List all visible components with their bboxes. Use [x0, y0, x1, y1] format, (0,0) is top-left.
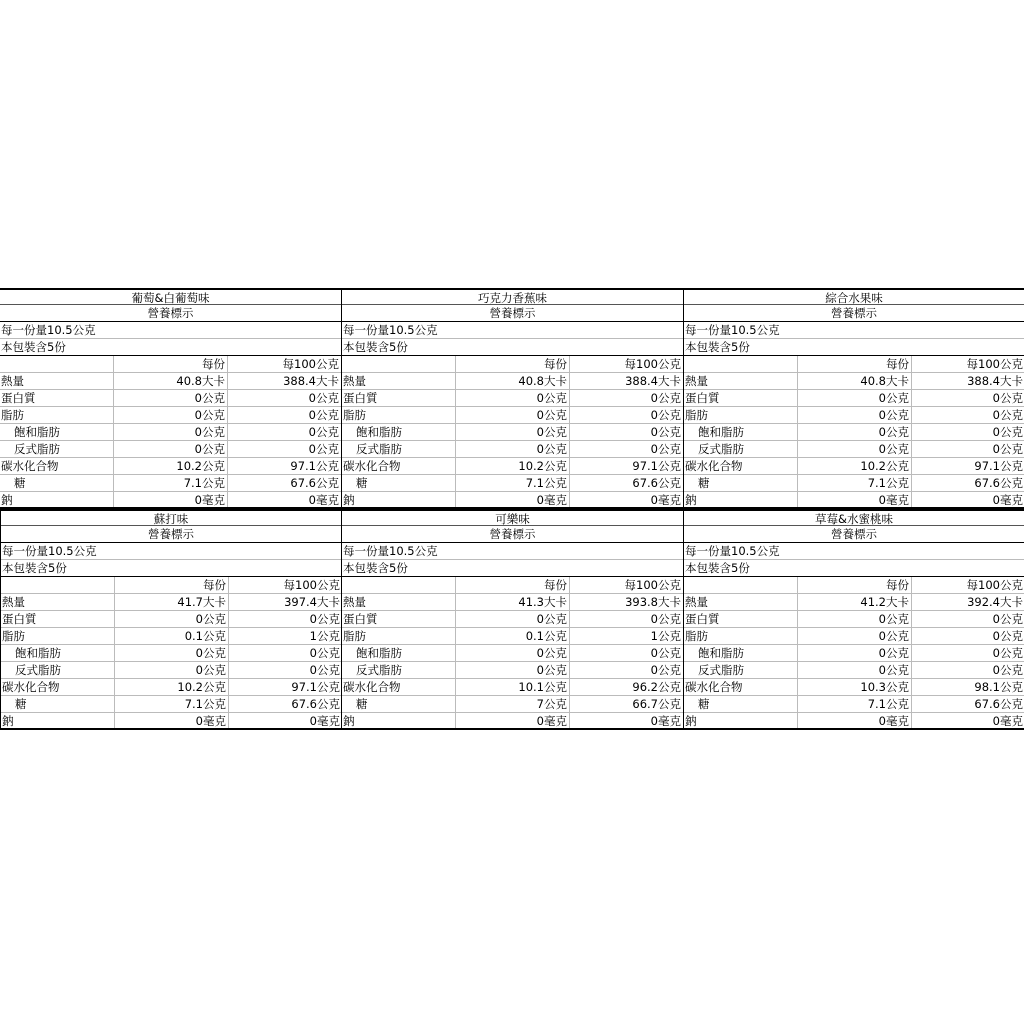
nutrient-name: 熱量 [685, 374, 708, 388]
nutrient-name: 飽和脂肪 [15, 646, 61, 660]
nutrient-name: 碳水化合物 [343, 680, 401, 694]
per-serving-value: 0公克 [455, 441, 569, 457]
per-100g-value: 97.1公克 [911, 458, 1024, 474]
nutrient-row [684, 645, 1024, 662]
nutrient-name: 蛋白質 [685, 391, 720, 405]
nutrient-row [1, 679, 341, 696]
header-per-serving: 每份 [455, 356, 569, 372]
per-serving-value: 0公克 [455, 407, 569, 423]
nutrient-name: 糖 [698, 697, 710, 711]
per-serving-value: 0公克 [797, 645, 911, 661]
nutrient-row [0, 492, 341, 509]
per-100g-value: 392.4大卡 [911, 594, 1024, 610]
per-serving-value: 0毫克 [455, 713, 569, 728]
nutrition-panel-6 [683, 509, 1024, 730]
per-serving-value: 0公克 [797, 407, 911, 423]
nutrient-name: 飽和脂肪 [14, 425, 60, 439]
per-100g-value: 1公克 [569, 628, 683, 644]
per-100g-value: 0公克 [911, 441, 1024, 457]
per-100g-value: 393.8大卡 [569, 594, 683, 610]
per-100g-value: 0公克 [569, 645, 683, 661]
per-100g-value: 397.4大卡 [228, 594, 341, 610]
serving-size: 每一份量10.5公克 [0, 322, 341, 339]
nutrient-name: 碳水化合物 [685, 680, 743, 694]
nutrient-name: 鈉 [343, 493, 355, 507]
header-per-serving: 每份 [113, 356, 227, 372]
per-serving-value: 10.2公克 [797, 458, 911, 474]
nutrient-row [342, 373, 683, 390]
nutrient-row [342, 407, 683, 424]
header-blank-cell [342, 577, 455, 593]
per-100g-value: 0公克 [569, 407, 683, 423]
nutrient-name: 熱量 [343, 595, 366, 609]
nutrient-name: 反式脂肪 [356, 663, 402, 677]
servings-per-package: 本包裝含5份 [684, 560, 1024, 577]
nutrient-row [0, 373, 341, 390]
nutrition-panel-5 [341, 509, 683, 730]
nutrient-row [342, 662, 683, 679]
nutrient-name: 熱量 [685, 595, 708, 609]
nutrient-name: 飽和脂肪 [356, 646, 402, 660]
nutrient-name: 反式脂肪 [356, 442, 402, 456]
per-100g-value: 67.6公克 [911, 475, 1024, 491]
nutrient-name: 蛋白質 [1, 391, 36, 405]
per-serving-value: 40.8大卡 [797, 373, 911, 389]
nutrient-name: 糖 [356, 476, 368, 490]
per-serving-value: 10.1公克 [455, 679, 569, 695]
per-100g-value: 67.6公克 [228, 696, 341, 712]
column-header-row [684, 577, 1024, 594]
per-100g-value: 0公克 [569, 390, 683, 406]
nutrient-name: 反式脂肪 [698, 442, 744, 456]
nutrient-row [1, 628, 341, 645]
nutrient-row [684, 441, 1024, 458]
nutrient-name: 反式脂肪 [698, 663, 744, 677]
nutrient-row [342, 492, 683, 509]
nutrient-name: 脂肪 [685, 629, 708, 643]
serving-size: 每一份量10.5公克 [684, 322, 1024, 339]
nutrient-name: 反式脂肪 [15, 663, 61, 677]
servings-per-package: 本包裝含5份 [684, 339, 1024, 356]
per-serving-value: 0.1公克 [114, 628, 228, 644]
nutrient-name: 鈉 [343, 714, 355, 728]
nutrition-label-title: 營養標示 [342, 526, 683, 543]
per-100g-value: 0公克 [569, 662, 683, 678]
nutrient-name: 鈉 [685, 493, 697, 507]
per-serving-value: 7.1公克 [114, 696, 228, 712]
per-100g-value: 388.4大卡 [911, 373, 1024, 389]
per-100g-value: 0公克 [911, 611, 1024, 627]
nutrient-row [342, 611, 683, 628]
nutrient-row [342, 679, 683, 696]
per-100g-value: 388.4大卡 [569, 373, 683, 389]
header-per-100g: 每100公克 [911, 577, 1024, 593]
column-header-row [0, 356, 341, 373]
serving-size: 每一份量10.5公克 [342, 543, 683, 560]
per-100g-value: 1公克 [228, 628, 341, 644]
nutrient-name: 飽和脂肪 [698, 646, 744, 660]
per-serving-value: 41.3大卡 [455, 594, 569, 610]
nutrient-rows [684, 373, 1024, 509]
per-100g-value: 67.6公克 [911, 696, 1024, 712]
per-serving-value: 0公克 [797, 611, 911, 627]
per-serving-value: 7.1公克 [797, 475, 911, 491]
nutrient-name: 反式脂肪 [14, 442, 60, 456]
nutrient-row [342, 645, 683, 662]
per-100g-value: 96.2公克 [569, 679, 683, 695]
per-100g-value: 98.1公克 [911, 679, 1024, 695]
nutrient-row [0, 424, 341, 441]
nutrient-name: 脂肪 [343, 629, 366, 643]
nutrition-label-title: 營養標示 [1, 526, 341, 543]
nutrient-row [342, 696, 683, 713]
nutrient-name: 糖 [14, 476, 26, 490]
nutrient-row [684, 424, 1024, 441]
nutrient-name: 蛋白質 [343, 612, 378, 626]
per-100g-value: 66.7公克 [569, 696, 683, 712]
nutrient-row [684, 594, 1024, 611]
nutrient-name: 碳水化合物 [1, 459, 59, 473]
flavor-name: 蘇打味 [1, 509, 341, 526]
per-serving-value: 0公克 [797, 628, 911, 644]
nutrient-name: 脂肪 [2, 629, 25, 643]
header-per-100g: 每100公克 [569, 577, 683, 593]
serving-size: 每一份量10.5公克 [684, 543, 1024, 560]
header-per-serving: 每份 [455, 577, 569, 593]
column-header-row [342, 577, 683, 594]
per-100g-value: 97.1公克 [569, 458, 683, 474]
nutrient-name: 熱量 [2, 595, 25, 609]
per-100g-value: 0公克 [911, 424, 1024, 440]
nutrient-name: 碳水化合物 [685, 459, 743, 473]
nutrition-panel-2 [341, 288, 683, 509]
nutrient-row [1, 611, 341, 628]
nutrient-row [342, 424, 683, 441]
nutrient-row [684, 475, 1024, 492]
nutrient-row [1, 645, 341, 662]
per-100g-value: 97.1公克 [227, 458, 341, 474]
per-100g-value: 0公克 [228, 645, 341, 661]
per-serving-value: 0公克 [455, 424, 569, 440]
per-serving-value: 0公克 [114, 611, 228, 627]
nutrient-row [342, 628, 683, 645]
nutrition-label-title: 營養標示 [684, 305, 1024, 322]
per-100g-value: 0公克 [227, 390, 341, 406]
nutrient-row [1, 594, 341, 611]
nutrient-name: 碳水化合物 [2, 680, 60, 694]
servings-per-package: 本包裝含5份 [0, 339, 341, 356]
per-serving-value: 0公克 [114, 662, 228, 678]
nutrition-panel-3 [683, 288, 1024, 509]
per-serving-value: 0毫克 [797, 713, 911, 728]
header-per-100g: 每100公克 [227, 356, 341, 372]
per-100g-value: 0毫克 [569, 713, 683, 728]
per-serving-value: 7.1公克 [113, 475, 227, 491]
per-100g-value: 0公克 [228, 611, 341, 627]
per-100g-value: 388.4大卡 [227, 373, 341, 389]
per-serving-value: 7.1公克 [455, 475, 569, 491]
per-100g-value: 0公克 [227, 441, 341, 457]
per-serving-value: 40.8大卡 [113, 373, 227, 389]
nutrient-row [342, 390, 683, 407]
header-blank-cell [342, 356, 455, 372]
nutrient-name: 熱量 [343, 374, 366, 388]
nutrient-row [684, 458, 1024, 475]
nutrient-row [1, 696, 341, 713]
nutrient-row [684, 492, 1024, 509]
nutrition-label-grid [0, 288, 1024, 730]
per-serving-value: 0公克 [455, 662, 569, 678]
column-header-row [1, 577, 341, 594]
nutrient-rows [684, 594, 1024, 730]
per-100g-value: 0公克 [911, 628, 1024, 644]
per-100g-value: 67.6公克 [569, 475, 683, 491]
per-serving-value: 0公克 [113, 390, 227, 406]
per-serving-value: 7公克 [455, 696, 569, 712]
per-100g-value: 0公克 [569, 424, 683, 440]
nutrient-row [684, 611, 1024, 628]
per-serving-value: 0公克 [113, 424, 227, 440]
header-blank-cell [684, 577, 797, 593]
nutrient-row [342, 458, 683, 475]
nutrient-name: 糖 [15, 697, 27, 711]
serving-size: 每一份量10.5公克 [342, 322, 683, 339]
per-serving-value: 7.1公克 [797, 696, 911, 712]
nutrient-name: 蛋白質 [343, 391, 378, 405]
per-serving-value: 10.2公克 [113, 458, 227, 474]
nutrient-row [0, 475, 341, 492]
serving-size: 每一份量10.5公克 [1, 543, 341, 560]
per-serving-value: 0毫克 [797, 492, 911, 507]
nutrient-row [342, 713, 683, 730]
nutrient-name: 飽和脂肪 [356, 425, 402, 439]
header-per-serving: 每份 [797, 356, 911, 372]
nutrient-name: 飽和脂肪 [698, 425, 744, 439]
nutrient-row [684, 679, 1024, 696]
nutrient-name: 脂肪 [1, 408, 24, 422]
nutrient-row [684, 373, 1024, 390]
nutrient-row [1, 713, 341, 730]
per-100g-value: 0毫克 [228, 713, 341, 728]
nutrient-row [342, 441, 683, 458]
nutrient-name: 鈉 [1, 493, 13, 507]
per-serving-value: 0公克 [113, 441, 227, 457]
flavor-name: 巧克力香蕉味 [342, 288, 683, 305]
per-100g-value: 67.6公克 [227, 475, 341, 491]
servings-per-package: 本包裝含5份 [342, 339, 683, 356]
nutrition-label-title: 營養標示 [0, 305, 341, 322]
nutrient-name: 蛋白質 [685, 612, 720, 626]
nutrient-row [684, 390, 1024, 407]
nutrient-row [0, 407, 341, 424]
header-per-serving: 每份 [797, 577, 911, 593]
per-serving-value: 40.8大卡 [455, 373, 569, 389]
per-serving-value: 0公克 [797, 390, 911, 406]
nutrient-name: 鈉 [685, 714, 697, 728]
nutrient-row [684, 662, 1024, 679]
per-100g-value: 97.1公克 [228, 679, 341, 695]
nutrient-row [684, 628, 1024, 645]
per-100g-value: 0公克 [911, 645, 1024, 661]
nutrient-row [684, 713, 1024, 730]
per-serving-value: 0公克 [455, 390, 569, 406]
nutrient-rows [342, 373, 683, 509]
per-serving-value: 0公克 [114, 645, 228, 661]
per-serving-value: 0公克 [797, 424, 911, 440]
per-100g-value: 0公克 [911, 390, 1024, 406]
per-100g-value: 0公克 [228, 662, 341, 678]
per-100g-value: 0毫克 [569, 492, 683, 507]
servings-per-package: 本包裝含5份 [342, 560, 683, 577]
nutrient-rows [0, 373, 341, 509]
per-serving-value: 0公克 [797, 441, 911, 457]
header-per-100g: 每100公克 [228, 577, 341, 593]
nutrient-name: 糖 [698, 476, 710, 490]
flavor-name: 可樂味 [342, 509, 683, 526]
nutrient-row [0, 441, 341, 458]
nutrient-row [1, 662, 341, 679]
nutrient-row [0, 390, 341, 407]
nutrition-label-title: 營養標示 [684, 526, 1024, 543]
header-per-serving: 每份 [114, 577, 228, 593]
per-100g-value: 0毫克 [911, 713, 1024, 728]
nutrition-panel-1 [0, 288, 341, 509]
per-serving-value: 0公克 [797, 662, 911, 678]
flavor-name: 葡萄&白葡萄味 [0, 288, 341, 305]
per-serving-value: 10.3公克 [797, 679, 911, 695]
per-100g-value: 0公克 [911, 407, 1024, 423]
column-header-row [342, 356, 683, 373]
nutrient-name: 熱量 [1, 374, 24, 388]
per-100g-value: 0公克 [569, 611, 683, 627]
per-serving-value: 41.2大卡 [797, 594, 911, 610]
nutrition-panel-4 [0, 509, 341, 730]
per-serving-value: 0毫克 [455, 492, 569, 507]
nutrient-rows [342, 594, 683, 730]
per-serving-value: 10.2公克 [455, 458, 569, 474]
per-serving-value: 0公克 [455, 645, 569, 661]
per-100g-value: 0毫克 [911, 492, 1024, 507]
nutrient-name: 蛋白質 [2, 612, 37, 626]
header-blank-cell [684, 356, 797, 372]
nutrient-name: 脂肪 [343, 408, 366, 422]
per-serving-value: 41.7大卡 [114, 594, 228, 610]
servings-per-package: 本包裝含5份 [1, 560, 341, 577]
per-serving-value: 0公克 [455, 611, 569, 627]
nutrient-row [684, 696, 1024, 713]
header-per-100g: 每100公克 [911, 356, 1024, 372]
per-serving-value: 10.2公克 [114, 679, 228, 695]
per-100g-value: 0毫克 [227, 492, 341, 507]
column-header-row [684, 356, 1024, 373]
per-100g-value: 0公克 [569, 441, 683, 457]
nutrient-row [0, 458, 341, 475]
nutrition-label-title: 營養標示 [342, 305, 683, 322]
nutrient-name: 脂肪 [685, 408, 708, 422]
header-per-100g: 每100公克 [569, 356, 683, 372]
nutrient-name: 碳水化合物 [343, 459, 401, 473]
nutrient-row [342, 475, 683, 492]
nutrient-row [342, 594, 683, 611]
per-100g-value: 0公克 [911, 662, 1024, 678]
per-serving-value: 0.1公克 [455, 628, 569, 644]
per-100g-value: 0公克 [227, 407, 341, 423]
per-serving-value: 0毫克 [113, 492, 227, 507]
nutrient-name: 糖 [356, 697, 368, 711]
nutrient-rows [1, 594, 341, 730]
nutrient-row [684, 407, 1024, 424]
flavor-name: 草莓&水蜜桃味 [684, 509, 1024, 526]
per-serving-value: 0毫克 [114, 713, 228, 728]
flavor-name: 綜合水果味 [684, 288, 1024, 305]
header-blank-cell [0, 356, 113, 372]
per-100g-value: 0公克 [227, 424, 341, 440]
nutrient-name: 鈉 [2, 714, 14, 728]
header-blank-cell [1, 577, 114, 593]
per-serving-value: 0公克 [113, 407, 227, 423]
